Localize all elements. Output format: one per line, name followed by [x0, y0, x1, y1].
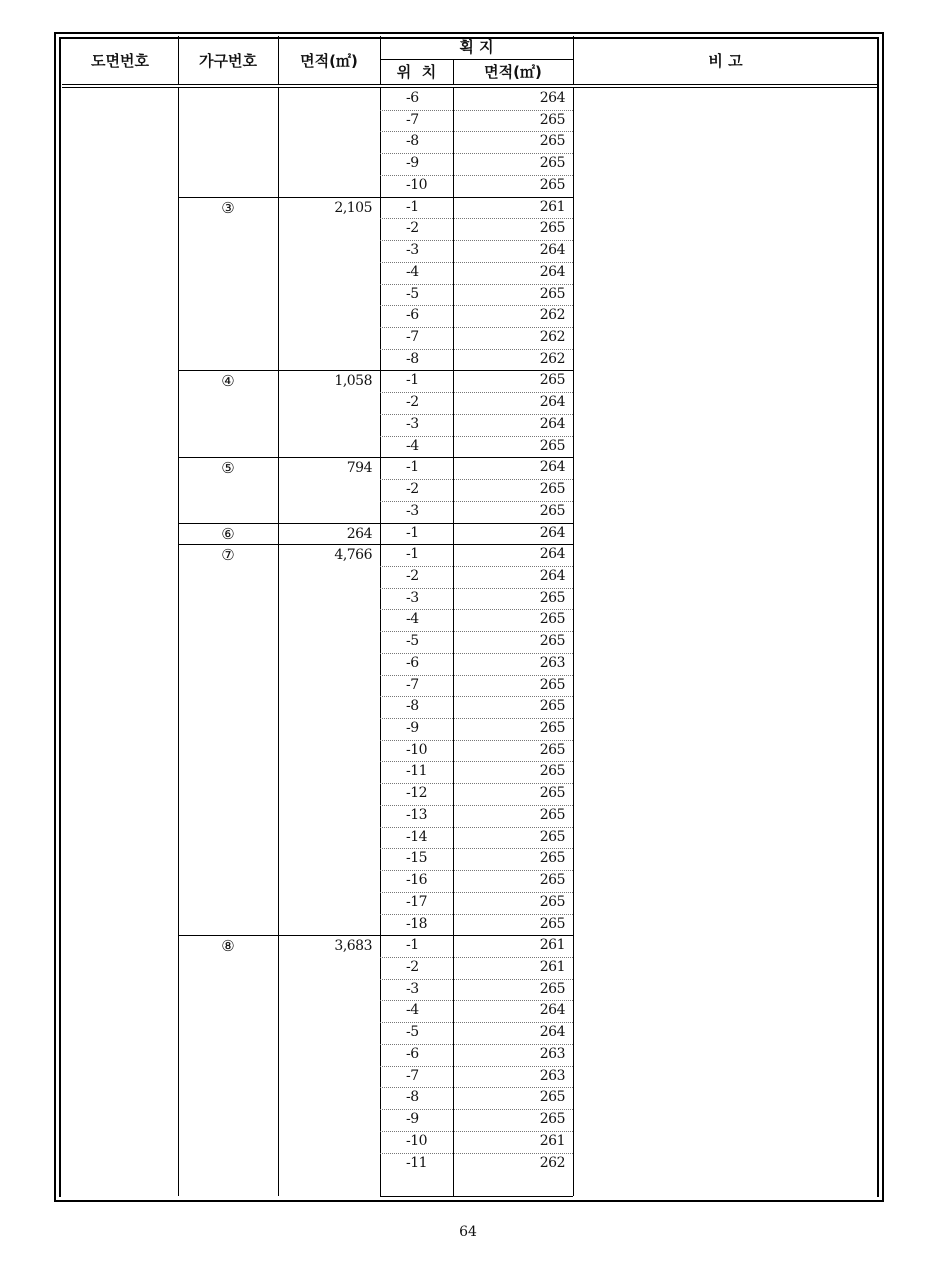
lot-position: -5: [406, 633, 419, 650]
lot-area: 262: [539, 350, 565, 367]
lot-row-divider: [380, 501, 573, 502]
lot-area: 265: [539, 111, 565, 128]
lot-area: 265: [539, 763, 565, 780]
lot-position: -3: [406, 589, 419, 606]
lot-position: -7: [406, 1067, 419, 1084]
lot-row-divider: [380, 218, 573, 219]
lot-row-divider: [380, 892, 573, 893]
lot-row-divider: [380, 935, 573, 936]
lot-position: -15: [406, 850, 428, 867]
lot-area: 262: [539, 328, 565, 345]
lot-position: -1: [406, 546, 419, 563]
lot-area: 265: [539, 806, 565, 823]
block-area: 264: [346, 525, 372, 542]
lot-position: -5: [406, 1024, 419, 1041]
body-column-divider: [380, 88, 381, 1196]
lot-position: -3: [406, 415, 419, 432]
block-number: ⑦: [221, 546, 235, 565]
lot-area: 264: [539, 90, 565, 106]
lot-position: -4: [406, 611, 419, 628]
lot-position: -3: [406, 502, 419, 519]
lot-position: -1: [406, 459, 419, 476]
lot-row-divider: [380, 197, 573, 198]
lot-area: 265: [539, 720, 565, 737]
lot-position: -4: [406, 263, 419, 280]
lot-area: 265: [539, 676, 565, 693]
lot-position: -8: [406, 698, 419, 715]
lot-position: -7: [406, 328, 419, 345]
block-number: ⑧: [221, 937, 235, 956]
lot-position: -3: [406, 242, 419, 259]
lot-row-divider: [380, 262, 573, 263]
lot-area: 265: [539, 481, 565, 498]
lot-row-divider: [380, 392, 573, 393]
lot-row-divider: [380, 609, 573, 610]
lot-position: -6: [406, 90, 419, 106]
lot-area: 261: [539, 959, 565, 976]
lot-row-divider: [380, 175, 573, 176]
lot-area: 265: [539, 372, 565, 389]
lot-row-divider: [380, 827, 573, 828]
lot-row-divider: [380, 653, 573, 654]
lot-area: 265: [539, 285, 565, 302]
lot-position: -9: [406, 1111, 419, 1128]
lot-area: 265: [539, 698, 565, 715]
block-number: ⑤: [221, 459, 235, 478]
lot-area: 264: [539, 1002, 565, 1019]
lot-row-divider: [380, 1044, 573, 1045]
lot-area: 264: [539, 524, 565, 541]
lot-area: 264: [539, 263, 565, 280]
lot-area: 265: [539, 220, 565, 237]
lot-area: 262: [539, 307, 565, 324]
header-sub-divider: [380, 59, 573, 60]
lot-row-divider: [380, 523, 573, 524]
lot-row-divider: [380, 131, 573, 132]
lot-area: 264: [539, 546, 565, 563]
block-area: 794: [346, 460, 372, 477]
lot-area: 265: [539, 155, 565, 172]
lot-row-divider: [380, 1153, 573, 1154]
lot-row-divider: [380, 1109, 573, 1110]
block-divider: [178, 370, 380, 371]
lot-area: 261: [539, 1132, 565, 1149]
lot-position: -8: [406, 350, 419, 367]
lot-position: -10: [406, 741, 428, 758]
lot-row-divider: [380, 566, 573, 567]
header-lot-area: 면적(㎡): [484, 63, 542, 81]
lot-area: 263: [539, 1067, 565, 1084]
lot-area: 265: [539, 828, 565, 845]
lot-position: -1: [406, 372, 419, 389]
block-number: ④: [221, 372, 235, 391]
lot-area: 265: [539, 893, 565, 910]
lot-area: 262: [539, 1154, 565, 1171]
lot-position: -2: [406, 567, 419, 584]
lot-area: 264: [539, 415, 565, 432]
block-area: 4,766: [334, 547, 372, 564]
lot-position: -12: [406, 785, 428, 802]
lot-position: -10: [406, 1132, 428, 1149]
block-number: ③: [221, 198, 235, 217]
lot-row-divider: [380, 436, 573, 437]
header-bottom-line: [62, 84, 878, 85]
lot-row-divider: [380, 284, 573, 285]
header-bottom-line: [62, 87, 878, 88]
lot-position: -11: [406, 763, 428, 780]
lot-area: 264: [539, 567, 565, 584]
lot-position: -7: [406, 676, 419, 693]
lot-row-divider: [380, 1087, 573, 1088]
lot-position: -9: [406, 155, 419, 172]
lot-row-divider: [380, 718, 573, 719]
lot-position: -17: [406, 893, 428, 910]
lot-position: -6: [406, 307, 419, 324]
block-divider: [178, 935, 380, 936]
lot-row-divider: [380, 1022, 573, 1023]
lot-position: -1: [406, 524, 419, 541]
lot-row-divider: [380, 370, 573, 371]
lot-position: -1: [406, 198, 419, 215]
header-lot: 획 지: [459, 38, 494, 56]
lot-area: 263: [539, 654, 565, 671]
lot-position: -5: [406, 285, 419, 302]
lot-position: -2: [406, 220, 419, 237]
lot-position: -8: [406, 1089, 419, 1106]
lot-area: 263: [539, 1045, 565, 1062]
lot-area: 265: [539, 502, 565, 519]
header-lot-position: 위 치: [396, 63, 437, 81]
lot-position: -6: [406, 654, 419, 671]
lot-row-divider: [380, 783, 573, 784]
block-divider: [178, 197, 380, 198]
lot-position: -4: [406, 1002, 419, 1019]
lot-area: 264: [539, 459, 565, 476]
lot-row-divider: [380, 740, 573, 741]
lot-row-divider: [380, 870, 573, 871]
lot-position: -2: [406, 481, 419, 498]
lot-position: -11: [406, 1154, 428, 1171]
lot-area: 265: [539, 850, 565, 867]
lot-row-divider: [380, 761, 573, 762]
lot-row-divider: [380, 1066, 573, 1067]
lot-position: -8: [406, 133, 419, 150]
lot-position: -2: [406, 959, 419, 976]
lot-row-divider: [380, 457, 573, 458]
body-column-divider: [573, 88, 574, 1196]
header-block-no: 가구번호: [199, 52, 257, 70]
body-column-divider: [278, 88, 279, 1196]
lot-row-divider: [380, 696, 573, 697]
block-area: 1,058: [334, 373, 372, 390]
lot-row-divider: [380, 544, 573, 545]
lot-row-divider: [380, 240, 573, 241]
lot-position: -9: [406, 720, 419, 737]
lot-row-divider: [380, 675, 573, 676]
lot-row-divider: [380, 805, 573, 806]
lot-position: -6: [406, 1045, 419, 1062]
lot-area: 265: [539, 437, 565, 454]
lot-area: 265: [539, 1111, 565, 1128]
lot-area: 265: [539, 1089, 565, 1106]
lot-area: 265: [539, 589, 565, 606]
lot-position: -3: [406, 980, 419, 997]
lot-row-divider: [380, 631, 573, 632]
lot-area: 265: [539, 785, 565, 802]
lot-row-divider: [380, 110, 573, 111]
block-number: ⑥: [221, 524, 235, 543]
block-divider: [178, 523, 380, 524]
lot-row-divider: [380, 479, 573, 480]
lot-row-divider: [380, 1000, 573, 1001]
lot-position: -10: [406, 176, 428, 193]
lot-row-divider: [380, 327, 573, 328]
block-divider: [178, 544, 380, 545]
lot-row-divider: [380, 979, 573, 980]
lot-position: -18: [406, 915, 428, 932]
lot-row-divider: [380, 588, 573, 589]
lot-position: -2: [406, 394, 419, 411]
lot-row-divider: [380, 153, 573, 154]
block-area: 2,105: [334, 199, 372, 216]
lot-area: 265: [539, 741, 565, 758]
lot-area: 265: [539, 872, 565, 889]
lot-position: -7: [406, 111, 419, 128]
header-sheet-no: 도면번호: [91, 52, 149, 70]
lot-area: 265: [539, 633, 565, 650]
lot-bottom-line: [380, 1196, 573, 1197]
lot-area: 261: [539, 937, 565, 954]
lot-area: 265: [539, 133, 565, 150]
lot-row-divider: [380, 914, 573, 915]
lot-area: 265: [539, 611, 565, 628]
lot-area: 261: [539, 198, 565, 215]
lot-row-divider: [380, 848, 573, 849]
lot-area: 265: [539, 980, 565, 997]
header-area: 면적(㎡): [300, 52, 358, 70]
header-remarks: 비 고: [708, 52, 743, 70]
lot-position: -1: [406, 937, 419, 954]
lot-position: -13: [406, 806, 428, 823]
lot-row-divider: [380, 1131, 573, 1132]
lot-row-divider: [380, 957, 573, 958]
lot-area: 264: [539, 1024, 565, 1041]
lot-area: 265: [539, 176, 565, 193]
lot-area: 264: [539, 394, 565, 411]
lot-position: -4: [406, 437, 419, 454]
lot-row-divider: [380, 305, 573, 306]
page-number: 64: [459, 1224, 477, 1240]
lot-row-divider: [380, 349, 573, 350]
lot-row-divider: [380, 414, 573, 415]
lot-area: 265: [539, 915, 565, 932]
lot-area: 264: [539, 242, 565, 259]
body-column-divider: [178, 88, 179, 1196]
block-area: 3,683: [334, 938, 372, 955]
lot-position: -16: [406, 872, 428, 889]
block-divider: [178, 457, 380, 458]
lot-position: -14: [406, 828, 428, 845]
